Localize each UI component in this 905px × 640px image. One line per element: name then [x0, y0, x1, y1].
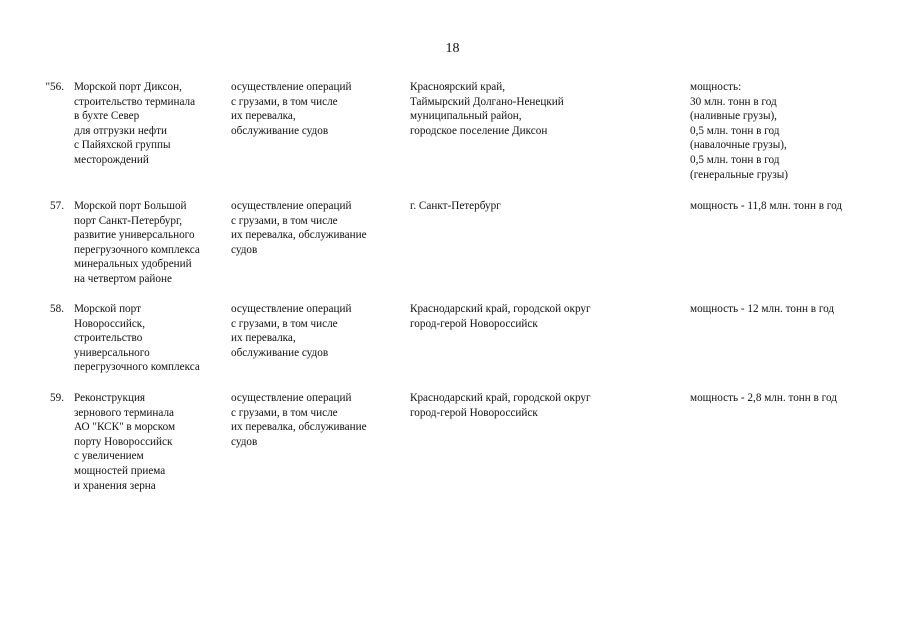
activity: осуществление операций с грузами, в том числе их перевалка, обслуживание судов	[231, 200, 367, 256]
row-number: 58.	[50, 303, 64, 315]
location: Краснодарский край, городской округ город-герой Новороссийск	[410, 303, 591, 330]
location: г. Санкт-Петербург	[410, 200, 501, 212]
project-name: Морской порт Новороссийск, строительство универсального перегрузочного комплекса	[74, 303, 200, 374]
capacity: мощность - 12 млн. тонн в год	[690, 303, 835, 315]
capacity: мощность - 2,8 млн. тонн в год	[690, 392, 837, 404]
row-number: 57.	[50, 200, 64, 212]
activity: осуществление операций с грузами, в том числе их перевалка, обслуживание судов	[231, 303, 352, 359]
location: Красноярский край, Таймырский Долгано-Ненецкий муниципальный район, городское поселение Диксон	[410, 81, 564, 137]
activity: осуществление операций с грузами, в том числе их перевалка, обслуживание судов	[231, 81, 352, 137]
project-name: Реконструкция зернового терминала АО "КСК" в морском порту Новороссийск с увеличением мощностей приема и хранения зерна	[74, 392, 176, 492]
location: Краснодарский край, городской округ город-герой Новороссийск	[410, 392, 591, 419]
project-name: Морской порт Большой порт Санкт-Петербург, развитие универсального перегрузочного комплекса минеральных удобрений на четвертом районе	[74, 200, 200, 285]
capacity: мощность - 11,8 млн. тонн в год	[690, 200, 843, 212]
page-number: 18	[445, 41, 460, 56]
row-number: "56.	[45, 81, 64, 93]
project-name: Морской порт Диксон, строительство терминала в бухте Север для отгрузки нефти с Пайяхской группы месторождений	[74, 81, 196, 166]
activity: осуществление операций с грузами, в том числе их перевалка, обслуживание судов	[231, 392, 367, 448]
row-number: 59.	[50, 392, 64, 404]
capacity: мощность: 30 млн. тонн в год (наливные грузы), 0,5 млн. тонн в год (навалочные грузы), 0,5 млн. тонн в год (генеральные грузы)	[690, 81, 788, 181]
